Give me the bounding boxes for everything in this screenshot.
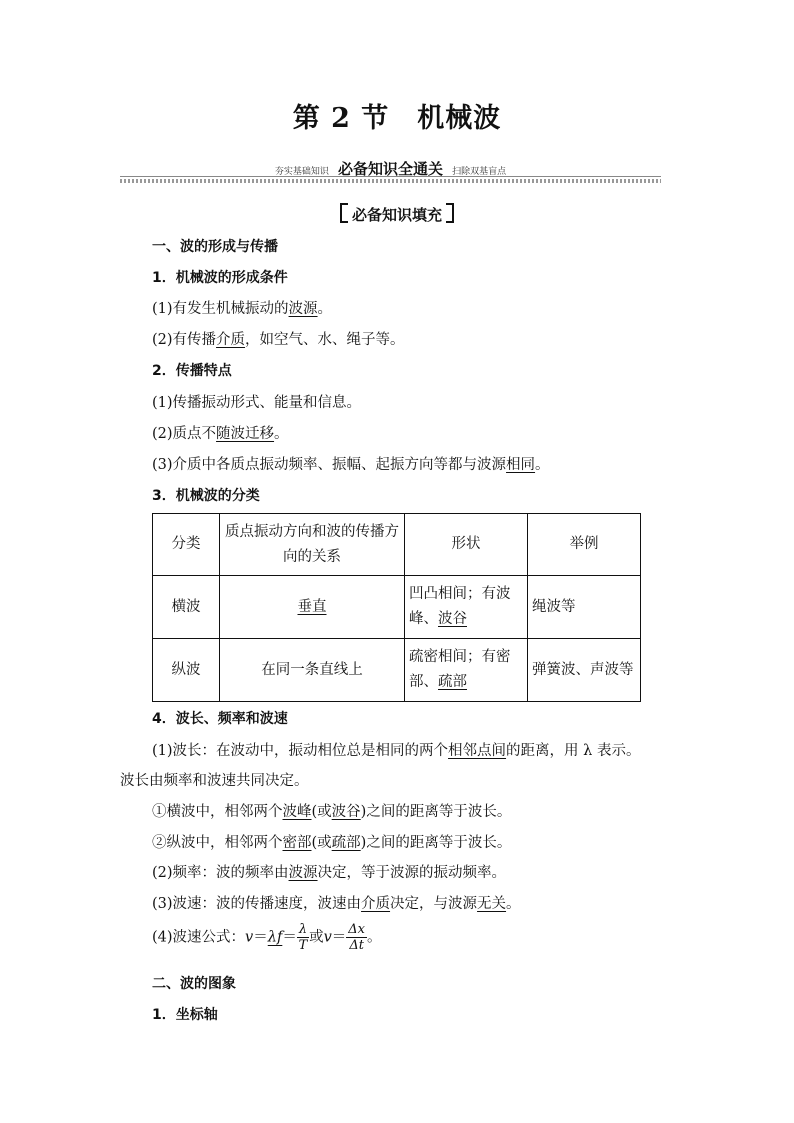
table-header: 分类 — [153, 514, 220, 576]
blank-answer: 介质 — [216, 332, 246, 348]
blank-answer: 疏部 — [438, 674, 467, 690]
subheading-features: 2．传播特点 — [152, 363, 232, 379]
table-cell: 绳波等 — [528, 576, 641, 639]
page-title: 第 2 节 机械波 — [292, 103, 502, 134]
blank-answer: 密部 — [282, 835, 312, 851]
left-bracket-icon — [340, 203, 348, 223]
classification-table — [152, 513, 641, 702]
para-longitudinal: ②纵波中，相邻两个密部(或疏部)之间的距离等于波长。 — [152, 835, 512, 851]
blank-answer: 垂直 — [297, 598, 327, 615]
para-speed: (3)波速：波的传播速度，波速由介质决定，与波源无关。 — [152, 896, 521, 912]
para-formation-2: (2)有传播介质，如空气、水、绳子等。 — [152, 332, 405, 348]
banner-center-text: 必备知识全通关 — [337, 160, 443, 178]
table-cell: 疏密相间；有密 部、疏部 — [405, 639, 528, 702]
table-cell: 纵波 — [153, 639, 220, 702]
blank-answer: 相同 — [506, 457, 536, 473]
subheading-classification: 3．机械波的分类 — [152, 488, 260, 504]
table-header: 形状 — [405, 514, 528, 576]
para-transverse: ①横波中，相邻两个波峰(或波谷)之间的距离等于波长。 — [152, 804, 512, 820]
blank-answer: 介质 — [361, 896, 391, 912]
para-formation-1: (1)有发生机械振动的波源。 — [152, 301, 333, 317]
para-feature-1: (1)传播振动形式、能量和信息。 — [152, 395, 362, 411]
banner-dotted-rule — [120, 179, 661, 183]
table-row — [153, 576, 641, 639]
banner-left-text: 夯实基础知识 — [274, 167, 329, 177]
para-feature-2: (2)质点不随波迁移。 — [152, 426, 289, 442]
para-wavelength-cont: 波长由频率和波速共同决定。 — [120, 773, 309, 789]
blank-answer: λf — [267, 929, 283, 946]
table-cell: 弹簧波、声波等 — [528, 639, 641, 702]
blank-answer: 波谷 — [438, 611, 467, 627]
table-header-row — [153, 514, 641, 576]
blank-answer: 波峰 — [282, 804, 312, 820]
blank-answer: 随波迁移 — [216, 426, 275, 442]
table-row — [153, 639, 641, 702]
table-cell — [220, 576, 405, 639]
table-header: 质点振动方向和波的传播方向的关系 — [220, 514, 405, 576]
table-header: 举例 — [528, 514, 641, 576]
section-heading-1: 一、波的形成与传播 — [152, 239, 278, 255]
blank-answer: 波源 — [288, 301, 318, 317]
banner-right-text: 扫除双基盲点 — [452, 167, 507, 177]
para-wavelength: (1)波长：在波动中，振动相位总是相同的两个相邻点间的距离，用 λ 表示。 — [152, 743, 641, 759]
para-speed-formula: (4)波速公式：v＝λf＝ $\frac{\lambda}{T}$ 或v＝ $\frac{\Delta x}{\Delta t}$ 。 — [152, 922, 382, 953]
table-cell: 横波 — [153, 576, 220, 639]
box-heading — [0, 203, 794, 225]
subheading-formation: 1．机械波的形成条件 — [152, 270, 288, 286]
blank-answer: 波谷 — [331, 804, 361, 820]
para-frequency: (2)频率：波的频率由波源决定，等于波源的振动频率。 — [152, 865, 507, 881]
table-cell: 在同一条直线上 — [220, 639, 405, 702]
blank-answer: 波源 — [288, 865, 318, 881]
table-cell: 凹凸相间；有波 峰、波谷 — [405, 576, 528, 639]
fraction-lambda-over-t: $\frac{\lambda}{T}$ — [298, 922, 308, 953]
box-heading-text: 必备知识填充 — [351, 206, 442, 224]
fraction-dx-over-dt: $\frac{\Delta x}{\Delta t}$ — [348, 922, 365, 953]
blank-answer: 无关 — [477, 896, 507, 912]
right-bracket-icon — [446, 203, 454, 223]
subheading-wavelength: 4．波长、频率和波速 — [152, 711, 288, 727]
section-heading-2: 二、波的图象 — [152, 976, 236, 992]
para-feature-3: (3)介质中各质点振动频率、振幅、起振方向等都与波源相同。 — [152, 457, 550, 473]
section-banner — [120, 158, 661, 184]
subheading-axes: 1．坐标轴 — [152, 1007, 218, 1023]
blank-answer: 相邻点间 — [448, 743, 507, 759]
blank-answer: 疏部 — [331, 835, 361, 851]
